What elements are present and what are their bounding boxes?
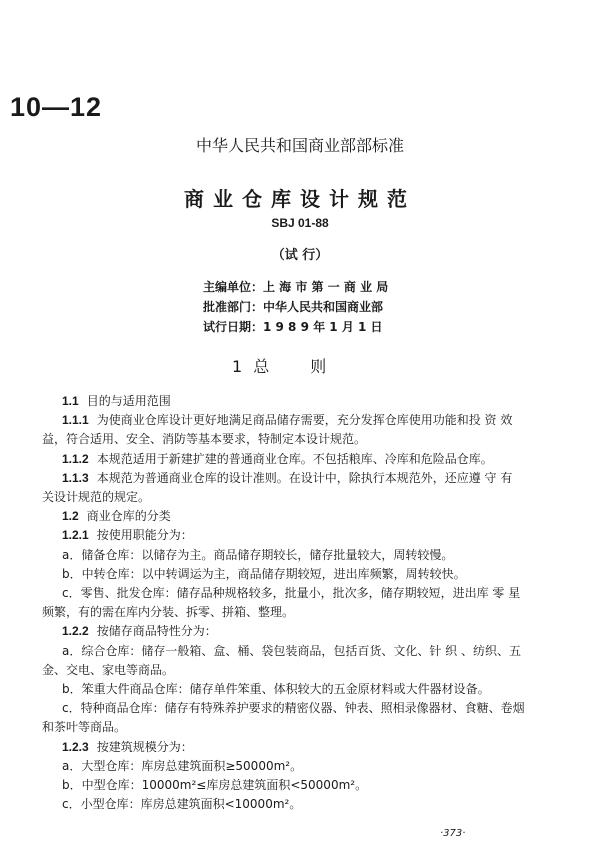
clause-number: 1.2.1 [62, 528, 89, 543]
standard-code: SBJ 01-88 [271, 216, 329, 230]
trial-status: （试 行） [271, 248, 329, 263]
clause-text: 本规范为普通商业仓库的设计准则。在设计中，除执行本规范外，还应遵 守 有 [96, 470, 513, 485]
clause-text: c．零售、批发仓库：储存品种规格较多，批量小，批次多，储存期较短，进出库 零 星 [62, 586, 521, 601]
clause-text: 按储存商品特性分为： [96, 624, 217, 639]
text-line [42, 565, 562, 584]
text-line [42, 450, 562, 469]
clause-text: 本规范适用于新建扩建的普通商业仓库。不包括粮库、冷库和危险品仓库。 [96, 451, 493, 466]
text-line [42, 430, 562, 449]
clause-text: 益，符合适用、安全、消防等基本要求，特制定本设计规范。 [42, 432, 367, 447]
issuing-organization: 中华人民共和国商业部部标准 [195, 136, 404, 155]
approval-department: 批准部门：中华人民共和国商业部 [203, 300, 384, 314]
clause-number: 1.2.2 [62, 624, 89, 639]
text-line [42, 411, 562, 430]
clause-text: c．小型仓库：库房总建筑面积<10000m²。 [62, 797, 302, 812]
clause-text: 关设计规范的规定。 [42, 490, 151, 505]
clause-text: b．中型仓库：10000m²≤库房总建筑面积<50000m²。 [62, 778, 368, 793]
clause-text: b．中转仓库：以中转调运为主，商品储存期较短，进出库频繁，周转较快。 [62, 566, 466, 581]
chapter-heading: 1 总 则 [232, 357, 330, 376]
text-line [42, 584, 562, 603]
clause-text: b．笨重大件商品仓库：储存单件笨重、体积较大的五金原材料或大件器材设备。 [62, 682, 490, 697]
clause-text: 金、交电、家电等商品。 [42, 662, 175, 677]
text-line [42, 622, 562, 641]
text-line [42, 642, 562, 661]
clause-text: 和茶叶等商品。 [42, 720, 127, 735]
text-line [42, 795, 562, 814]
text-line [42, 488, 562, 507]
clause-text: a．综合仓库：储存一般箱、盒、桶、袋包装商品，包括百货、文化、针 织 、纺织、五 [62, 643, 521, 658]
editor-unit: 主编单位：上 海 市 第 一 商 业 局 [203, 280, 389, 294]
clause-number: 1.1.1 [62, 413, 89, 428]
clause-number: 1.1.2 [62, 451, 89, 466]
text-line [42, 680, 562, 699]
text-line [42, 738, 562, 757]
page-number: ·373· [440, 828, 466, 839]
text-line [42, 546, 562, 565]
clause-text: a．储备仓库：以储存为主。商品储存期较长，储存批量较大，周转较慢。 [62, 547, 454, 562]
clause-text: 商业仓库的分类 [86, 509, 171, 524]
clause-text: 按建筑规模分为： [96, 739, 193, 754]
text-line [42, 718, 562, 737]
document-title: 商业仓库设计规范 [184, 187, 416, 211]
clause-text: a．大型仓库：库房总建筑面积≥50000m²。 [62, 758, 303, 773]
text-line [42, 699, 562, 718]
clause-text: 为使商业仓库设计更好地满足商品储存需要，充分发挥仓库使用功能和投 资 效 [96, 413, 513, 428]
text-line [42, 661, 562, 680]
text-line [42, 392, 562, 411]
document-number: 10—12 [10, 92, 103, 122]
clause-number: 1.2.3 [62, 739, 89, 754]
text-line [42, 776, 562, 795]
text-line [42, 507, 562, 526]
clause-text: 按使用职能分为： [96, 528, 193, 543]
clause-text: 目的与适用范围 [86, 394, 171, 408]
text-line [42, 469, 562, 488]
text-line [42, 757, 562, 776]
text-line [42, 526, 562, 545]
trial-date: 试行日期：1 9 8 9 年 1 月 1 日 [203, 320, 383, 334]
clause-number: 1.1 [62, 394, 79, 408]
clause-number: 1.1.3 [62, 470, 89, 485]
clause-text: 频繁，有的需在库内分装、拆零、拼箱、整理。 [42, 605, 295, 620]
body-text [42, 392, 562, 814]
clause-text: c．特种商品仓库：储存有特殊养护要求的精密仪器、钟表、照相录像器材、食糖、卷烟 [62, 701, 525, 716]
text-line [42, 603, 562, 622]
clause-number: 1.2 [62, 509, 79, 524]
